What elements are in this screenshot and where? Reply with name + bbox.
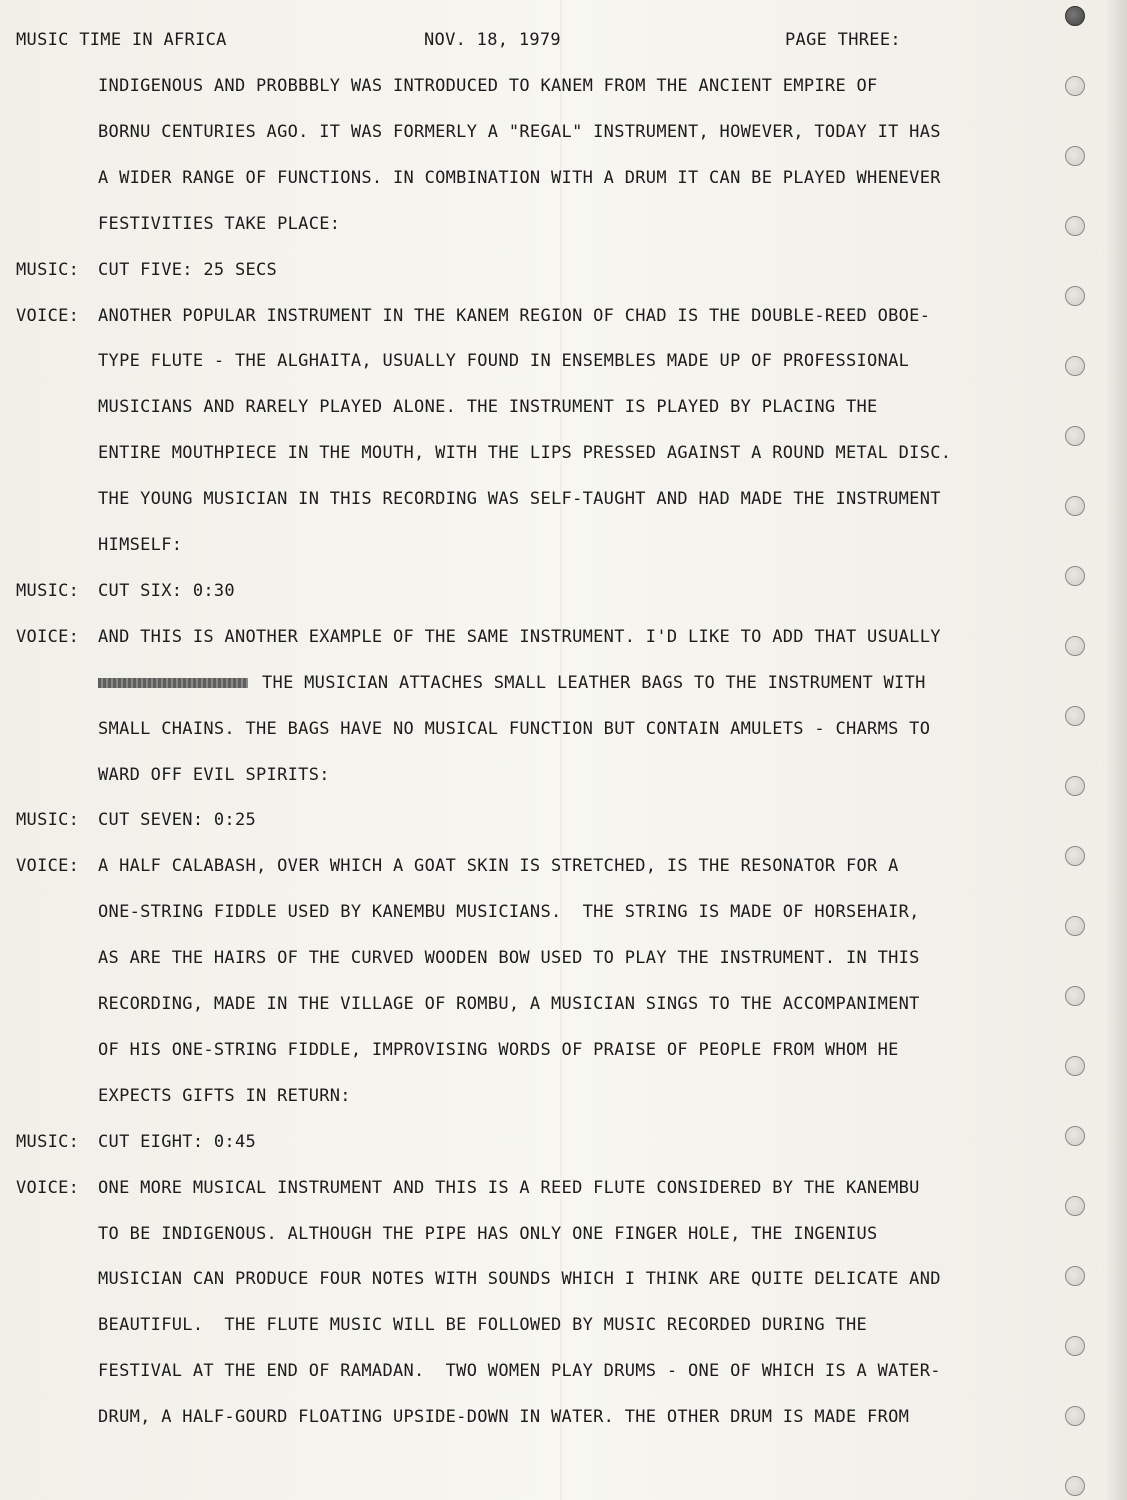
feed-hole-icon [1065,1406,1085,1426]
speaker-label: MUSIC: [16,1131,80,1152]
speaker-label: MUSIC: [16,259,80,280]
redaction-mark [98,678,248,688]
line-text-content: TO BE INDIGENOUS. ALTHOUGH THE PIPE HAS ONLY ONE FINGER HOLE, THE INGENIUS [98,1223,878,1244]
script-line [0,486,1060,512]
line-text-content: CUT SIX: 0:30 [98,580,235,601]
line-text-content: BEAUTIFUL. THE FLUTE MUSIC WILL BE FOLLOWED BY MUSIC RECORDED DURING THE [98,1315,868,1336]
script-line [0,807,1060,833]
feed-hole-icon [1065,1476,1085,1496]
script-line [0,119,1060,145]
line-text-content: SMALL CHAINS. THE BAGS HAVE NO MUSICAL FUNCTION BUT CONTAIN AMULETS - CHARMS TO [98,718,931,739]
line-text-content: ENTIRE MOUTHPIECE IN THE MOUTH, WITH THE LIPS PRESSED AGAINST A ROUND METAL DISC. [98,443,952,464]
script-line [0,716,1060,742]
line-text [98,1221,878,1247]
line-text [98,394,878,420]
script-line [0,440,1060,466]
feed-hole-icon [1065,1336,1085,1356]
line-text-content: THE MUSICIAN ATTACHES SMALL LEATHER BAGS TO THE INSTRUMENT WITH [262,672,926,693]
script-line [0,532,1060,558]
line-text [98,1083,351,1109]
script-line [0,1083,1060,1109]
line-text [98,486,941,512]
line-text [98,1404,909,1430]
script-line [0,1266,1060,1292]
script-line [0,1221,1060,1247]
script-line [0,1037,1060,1063]
script-line [0,1404,1060,1430]
feed-hole-icon [1065,636,1085,656]
script-line [0,348,1060,374]
speaker-label: VOICE: [16,305,80,326]
line-text-content: ONE MORE MUSICAL INSTRUMENT AND THIS IS A REED FLUTE CONSIDERED BY THE KANEMBU [98,1177,920,1198]
line-text-content: AS ARE THE HAIRS OF THE CURVED WOODEN BOW USED TO PLAY THE INSTRUMENT. IN THIS [98,948,920,969]
line-text [98,716,930,742]
line-text [98,119,941,145]
broadcast-date: NOV. 18, 1979 [424,30,561,50]
script-line [0,670,1060,696]
line-text [98,1312,867,1338]
script-line [0,853,1060,879]
line-text [98,1266,941,1292]
feed-hole-icon [1065,1266,1085,1286]
feed-hole-icon [1065,846,1085,866]
script-line [0,1129,1060,1155]
feed-hole-icon [1065,1126,1085,1146]
script-line [0,165,1060,191]
speaker-label: VOICE: [16,1177,80,1198]
program-title: MUSIC TIME IN AFRICA [16,30,227,50]
speaker-label: VOICE: [16,626,80,647]
line-text [98,670,926,696]
line-text-content: HIMSELF: [98,535,183,555]
line-text [98,853,899,879]
feed-hole-icon [1065,986,1085,1006]
script-line [0,1358,1060,1384]
line-text [98,1129,256,1155]
feed-hole-icon [1065,776,1085,796]
line-text-content: DRUM, A HALF-GOURD FLOATING UPSIDE-DOWN IN WATER. THE OTHER DRUM IS MADE FROM [98,1407,910,1428]
line-text [98,211,340,237]
feed-hole-icon [1065,216,1085,236]
script-line [0,624,1060,650]
line-text-content: AND THIS IS ANOTHER EXAMPLE OF THE SAME INSTRUMENT. I'D LIKE TO ADD THAT USUALLY [98,626,941,647]
feed-hole-icon [1065,1196,1085,1216]
speaker-label: MUSIC: [16,810,80,831]
line-text-content: A WIDER RANGE OF FUNCTIONS. IN COMBINATION WITH A DRUM IT CAN BE PLAYED WHENEVER [98,167,941,188]
line-text-content: OF HIS ONE-STRING FIDDLE, IMPROVISING WORDS OF PRAISE OF PEOPLE FROM WHOM HE [98,1039,899,1060]
tractor-feed-holes [1065,0,1089,1500]
feed-hole-icon [1065,706,1085,726]
line-text [98,578,235,604]
line-text-content: WARD OFF EVIL SPIRITS: [98,764,330,785]
line-text-content: CUT FIVE: 25 SECS [98,259,278,280]
speaker-label: VOICE: [16,856,80,877]
script-line [0,211,1060,237]
line-text-content: CUT SEVEN: 0:25 [98,810,257,831]
line-text-content: ANOTHER POPULAR INSTRUMENT IN THE KANEM REGION OF CHAD IS THE DOUBLE-REED OBOE- [98,305,931,326]
feed-hole-icon [1065,76,1085,96]
speaker-label: MUSIC: [16,580,80,601]
line-text [98,991,920,1017]
line-text [98,945,920,971]
line-text [98,762,330,788]
script-line [0,1175,1060,1201]
feed-hole-icon [1065,146,1085,166]
line-text [98,303,930,329]
script-line [0,394,1060,420]
paper-edge-shadow [1105,0,1127,1500]
line-text-content: INDIGENOUS AND PROBBBLY WAS INTRODUCED TO KANEM FROM THE ANCIENT EMPIRE OF [98,76,878,96]
script-line [0,762,1060,788]
feed-hole-icon [1065,426,1085,446]
page-number: PAGE THREE: [785,30,901,50]
line-text [98,624,941,650]
line-text-content: MUSICIANS AND RARELY PLAYED ALONE. THE INSTRUMENT IS PLAYED BY PLACING THE [98,397,878,418]
line-text-content: CUT EIGHT: 0:45 [98,1131,257,1152]
script-line [0,899,1060,925]
feed-hole-icon [1065,496,1085,516]
script-line [0,945,1060,971]
feed-hole-icon [1065,286,1085,306]
script-line [0,1312,1060,1338]
line-text-content: FESTIVAL AT THE END OF RAMADAN. TWO WOMEN PLAY DRUMS - ONE OF WHICH IS A WATER- [98,1361,941,1382]
line-text-content: ONE-STRING FIDDLE USED BY KANEMBU MUSICIANS. THE STRING IS MADE OF HORSEHAIR, [98,902,920,923]
line-text-content: FESTIVITIES TAKE PLACE: [98,213,341,234]
line-text-content: EXPECTS GIFTS IN RETURN: [98,1085,351,1106]
feed-hole-icon [1065,6,1085,26]
line-text [98,440,951,466]
line-text-content: TYPE FLUTE - THE ALGHAITA, USUALLY FOUND IN ENSEMBLES MADE UP OF PROFESSIONAL [98,351,910,372]
line-text [98,165,941,191]
line-text-content: THE YOUNG MUSICIAN IN THIS RECORDING WAS SELF-TAUGHT AND HAD MADE THE INSTRUMENT [98,489,941,510]
feed-hole-icon [1065,566,1085,586]
line-text [98,1358,941,1384]
script-line [0,991,1060,1017]
line-text-content: MUSICIAN CAN PRODUCE FOUR NOTES WITH SOUNDS WHICH I THINK ARE QUITE DELICATE AND [98,1269,941,1290]
line-text [98,257,277,283]
line-text [98,899,920,925]
script-line [0,73,1060,99]
script-line [0,303,1060,329]
feed-hole-icon [1065,1056,1085,1076]
line-text [98,1037,899,1063]
script-line [0,257,1060,283]
line-text [98,73,878,99]
line-text-content: A HALF CALABASH, OVER WHICH A GOAT SKIN IS STRETCHED, IS THE RESONATOR FOR A [98,856,899,877]
line-text [98,348,909,374]
script-line [0,578,1060,604]
line-text [98,532,182,558]
line-text-content: BORNU CENTURIES AGO. IT WAS FORMERLY A "REGAL" INSTRUMENT, HOWEVER, TODAY IT HAS [98,121,941,142]
feed-hole-icon [1065,916,1085,936]
feed-hole-icon [1065,356,1085,376]
line-text-content: RECORDING, MADE IN THE VILLAGE OF ROMBU, A MUSICIAN SINGS TO THE ACCOMPANIMENT [98,994,920,1014]
line-text [98,1175,920,1201]
line-text [98,807,256,833]
